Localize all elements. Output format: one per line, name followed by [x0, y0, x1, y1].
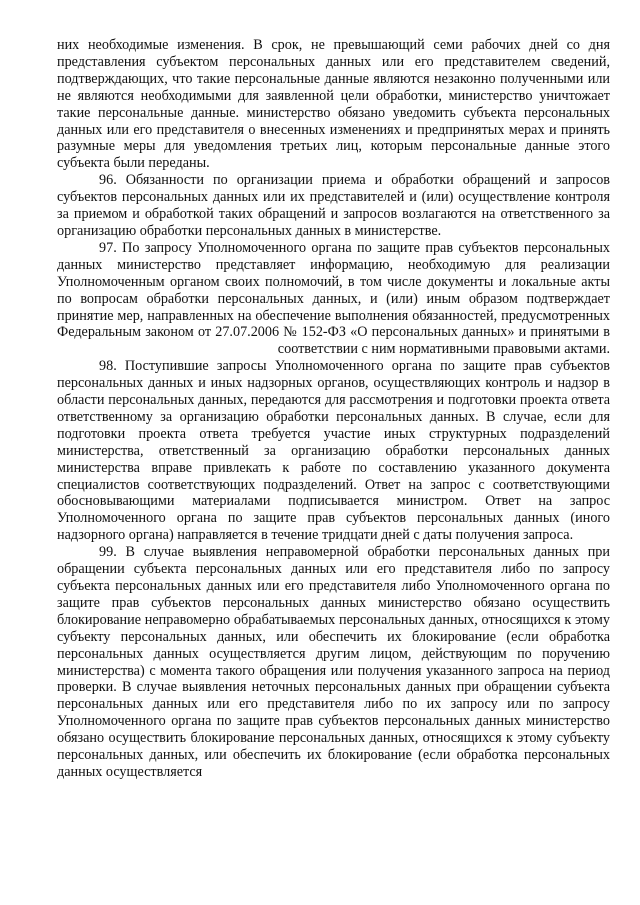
- paragraph-continuation: них необходимые изменения. В срок, не превышающий семи рабочих дней со дня представления субъектом персональных данных или его представителем сведений, подтверждающих, что такие персональные данные являются незаконно полученными или не являются необходимыми для заявленной цели обработки, министерство уничтожает такие персональные данные. министерство обязано уведомить субъекта персональных данных или его представителя о внесенных изменениях и предпринятых мерах и принять разумные меры для уведомления третьих лиц, которым персональные данные этого субъекта были переданы.: [57, 37, 610, 172]
- paragraph-clause-97: 97. По запросу Уполномоченного органа по защите прав субъектов персональных данных министерство представляет информацию, необходимую для реализации Уполномоченным органом своих полномочий, в том числе документы и локальные акты по вопросам обработки персональных данных, и (или) иным образом подтверждает принятие мер, направленных на обеспечение выполнения обязанностей, предусмотренных Федеральным законом от 27.07.2006 № 152-ФЗ «О персональных данных» и принятыми в соответствии с ним нормативными правовыми актами.: [57, 239, 610, 358]
- document-body: [57, 37, 610, 781]
- paragraph-clause-99: 99. В случае выявления неправомерной обработки персональных данных при обращении субъекта персональных данных или его представителя либо по запросу субъекта персональных данных или его представителя либо Уполномоченного органа по защите прав субъектов персональных данных министерство обязано осуществить блокирование неправомерно обрабатываемых персональных данных, относящихся к этому субъекту персональных данных, или обеспечить их блокирование (если обработка персональных данных осуществляется другим лицом, действующим по поручению министерства) с момента такого обращения или получения указанного запроса на период проверки. В случае выявления неточных персональных данных при обращении субъекта персональных данных или его представителя либо по их запросу или по запросу Уполномоченного органа по защите прав субъектов персональных данных министерство обязано осуществить блокирование персональных данных, относящихся к этому субъекту персональных данных, или обеспечить их блокирование (если обработка персональных данных осуществляется: [57, 544, 610, 780]
- paragraph-clause-96: 96. Обязанности по организации приема и обработки обращений и запросов субъектов персональных данных или их представителей и (или) осуществление контроля за приемом и обработкой таких обращений и запросов возлагаются на ответственного за организацию обработки персональных данных в министерстве.: [57, 172, 610, 239]
- paragraph-clause-98: 98. Поступившие запросы Уполномоченного органа по защите прав субъектов персональных данных и иных надзорных органов, осуществляющих контроль и надзор в области персональных данных, передаются для рассмотрения и подготовки проекта ответа ответственному за организацию обработки персональных данных. В случае, если для подготовки проекта ответа требуется участие иных структурных подразделений министерства, ответственный за организацию обработки персональных данных министерства вправе привлекать к работе по составлению указанного документа специалистов соответствующих подразделений. Ответ на запрос с соответствующими обосновывающими материалами подписывается министром. Ответ на запрос Уполномоченного органа по защите прав субъектов персональных данных (иного надзорного органа) направляется в течение тридцати дней с даты получения запроса.: [57, 358, 610, 544]
